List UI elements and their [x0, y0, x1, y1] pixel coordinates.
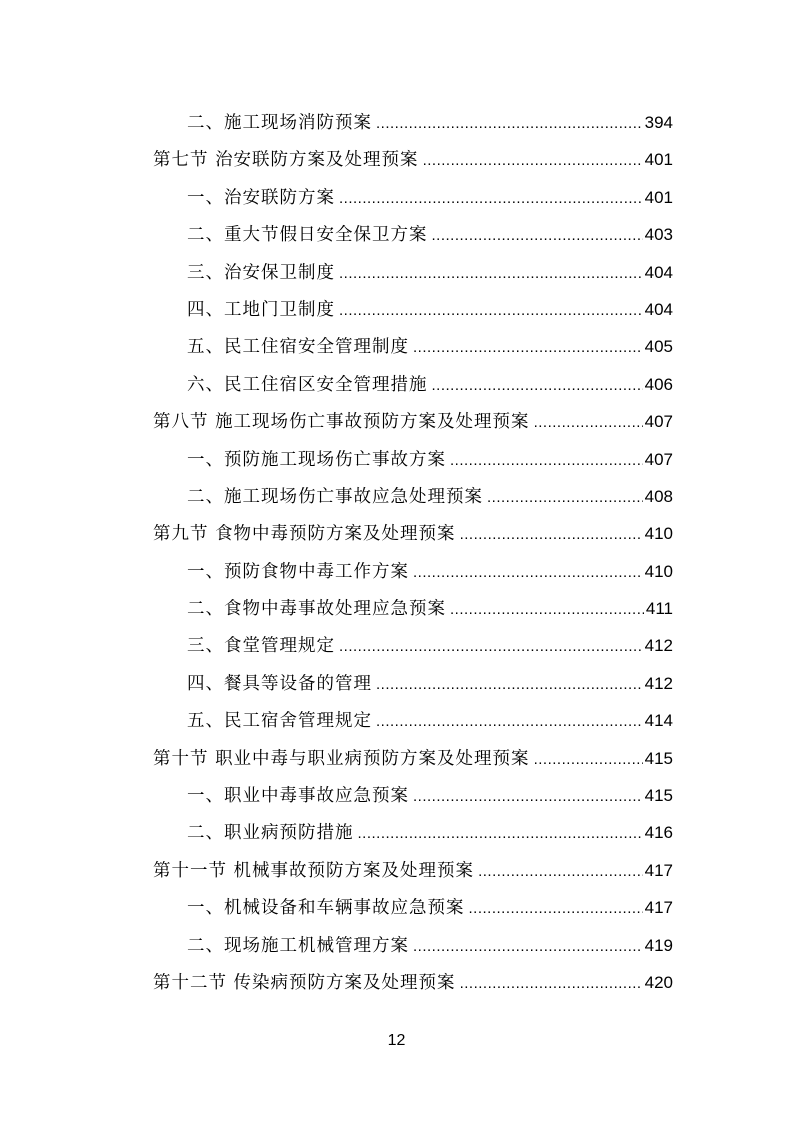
toc-page-number: 412: [644, 636, 673, 656]
toc-page-number: 394: [644, 113, 673, 132]
toc-page-number: 410: [644, 561, 673, 581]
toc-page-number: 419: [644, 935, 673, 955]
toc-page-number: 414: [644, 711, 673, 731]
toc-entry-title: 三、食堂管理规定: [187, 636, 335, 657]
toc-page-number: 410: [644, 524, 673, 544]
toc-entry-title: 第十节 职业中毒与职业病预防方案及处理预案: [153, 748, 530, 769]
toc-page-number: 411: [645, 599, 673, 619]
toc-entry-title: 四、工地门卫制度: [187, 299, 335, 320]
toc-page-number: 415: [644, 786, 673, 806]
toc-subsection-entry[interactable]: [153, 104, 673, 141]
toc-subsection-entry[interactable]: [153, 665, 673, 702]
toc-page-number: 405: [644, 337, 673, 357]
toc-subsection-entry[interactable]: [153, 291, 673, 328]
toc-subsection-entry[interactable]: [153, 254, 673, 291]
toc-dot-leader: [413, 928, 643, 965]
toc-dot-leader: [413, 329, 643, 366]
toc-section-entry[interactable]: [153, 141, 673, 178]
toc-entry-title: 二、现场施工机械管理方案: [187, 935, 409, 956]
toc-entry-title: 五、民工住宿安全管理制度: [187, 337, 409, 358]
toc-subsection-entry[interactable]: [153, 478, 673, 515]
toc-subsection-entry[interactable]: [153, 366, 673, 403]
toc-entry-title: 第八节 施工现场伤亡事故预防方案及处理预案: [153, 412, 530, 433]
toc-dot-leader: [460, 965, 643, 1002]
toc-entry-title: 二、职业病预防措施: [187, 823, 354, 844]
toc-section-entry[interactable]: [153, 515, 673, 552]
toc-subsection-entry[interactable]: [153, 927, 673, 964]
toc-page-number: 403: [644, 225, 673, 245]
toc-page-number: 404: [644, 262, 673, 282]
toc-page-number: 406: [644, 374, 673, 394]
toc-dot-leader: [358, 815, 643, 852]
toc-entry-title: 五、民工宿舍管理规定: [187, 711, 372, 732]
toc-dot-leader: [376, 666, 643, 703]
toc-subsection-entry[interactable]: [153, 590, 673, 627]
toc-dot-leader: [487, 479, 643, 516]
toc-entry-title: 一、预防食物中毒工作方案: [187, 561, 409, 582]
toc-subsection-entry[interactable]: [153, 179, 673, 216]
toc-entry-title: 第七节 治安联防方案及处理预案: [153, 150, 419, 171]
toc-entry-title: 二、食物中毒事故处理应急预案: [187, 599, 446, 620]
toc-page-number: 417: [644, 860, 673, 880]
toc-subsection-entry[interactable]: [153, 553, 673, 590]
toc-entry-title: 第十一节 机械事故预防方案及处理预案: [153, 860, 475, 881]
toc-dot-leader: [423, 142, 643, 179]
toc-dot-leader: [376, 703, 643, 740]
page-number: 12: [387, 1032, 406, 1049]
toc-dot-leader: [339, 628, 643, 665]
toc-dot-leader: [450, 591, 644, 628]
toc-dot-leader: [339, 255, 643, 292]
toc-dot-leader: [339, 292, 643, 329]
toc-page-number: 407: [644, 449, 673, 469]
toc-page-number: 420: [644, 972, 673, 992]
toc-page-number: 407: [644, 412, 673, 432]
toc-entry-title: 二、施工现场消防预案: [187, 113, 372, 133]
toc-entry-title: 第九节 食物中毒预防方案及处理预案: [153, 524, 456, 545]
toc-entry-title: 一、治安联防方案: [187, 187, 335, 208]
toc-dot-leader: [413, 554, 643, 591]
toc-dot-leader: [534, 741, 643, 778]
toc-entry-title: 四、餐具等设备的管理: [187, 673, 372, 694]
toc-entry-title: 第十二节 传染病预防方案及处理预案: [153, 972, 456, 993]
toc-section-entry[interactable]: [153, 740, 673, 777]
toc-section-entry[interactable]: [153, 852, 673, 889]
toc-dot-leader: [469, 890, 643, 927]
toc-dot-leader: [534, 404, 643, 441]
toc-subsection-entry[interactable]: [153, 328, 673, 365]
toc-entry-title: 二、重大节假日安全保卫方案: [187, 225, 428, 246]
toc-page-number: 412: [644, 673, 673, 693]
toc-dot-leader: [339, 180, 643, 217]
toc-dot-leader: [478, 853, 643, 890]
toc-section-entry[interactable]: [153, 403, 673, 440]
toc-dot-leader: [413, 778, 643, 815]
toc-entry-title: 一、预防施工现场伤亡事故方案: [187, 449, 446, 470]
toc-entry-title: 一、职业中毒事故应急预案: [187, 786, 409, 807]
toc-page-number: 401: [644, 150, 673, 170]
table-of-contents: [153, 104, 673, 1001]
toc-dot-leader: [432, 217, 643, 254]
toc-page-number: 416: [644, 823, 673, 843]
toc-dot-leader: [450, 442, 643, 479]
toc-subsection-entry[interactable]: [153, 814, 673, 851]
toc-entry-title: 六、民工住宿区安全管理措施: [187, 374, 428, 395]
toc-page-number: 401: [644, 187, 673, 207]
toc-dot-leader: [460, 516, 643, 553]
toc-entry-title: 二、施工现场伤亡事故应急处理预案: [187, 486, 483, 507]
toc-subsection-entry[interactable]: [153, 889, 673, 926]
toc-entry-title: 三、治安保卫制度: [187, 262, 335, 283]
toc-subsection-entry[interactable]: [153, 627, 673, 664]
toc-page-number: 417: [644, 898, 673, 918]
toc-subsection-entry[interactable]: [153, 216, 673, 253]
toc-dot-leader: [432, 367, 643, 404]
toc-entry-title: 一、机械设备和车辆事故应急预案: [187, 898, 465, 919]
toc-section-entry[interactable]: [153, 964, 673, 1001]
toc-page-number: 415: [644, 748, 673, 768]
toc-page-number: 408: [644, 486, 673, 506]
toc-subsection-entry[interactable]: [153, 702, 673, 739]
toc-dot-leader: [376, 105, 643, 142]
toc-page-number: 404: [644, 299, 673, 319]
toc-subsection-entry[interactable]: [153, 441, 673, 478]
toc-subsection-entry[interactable]: [153, 777, 673, 814]
